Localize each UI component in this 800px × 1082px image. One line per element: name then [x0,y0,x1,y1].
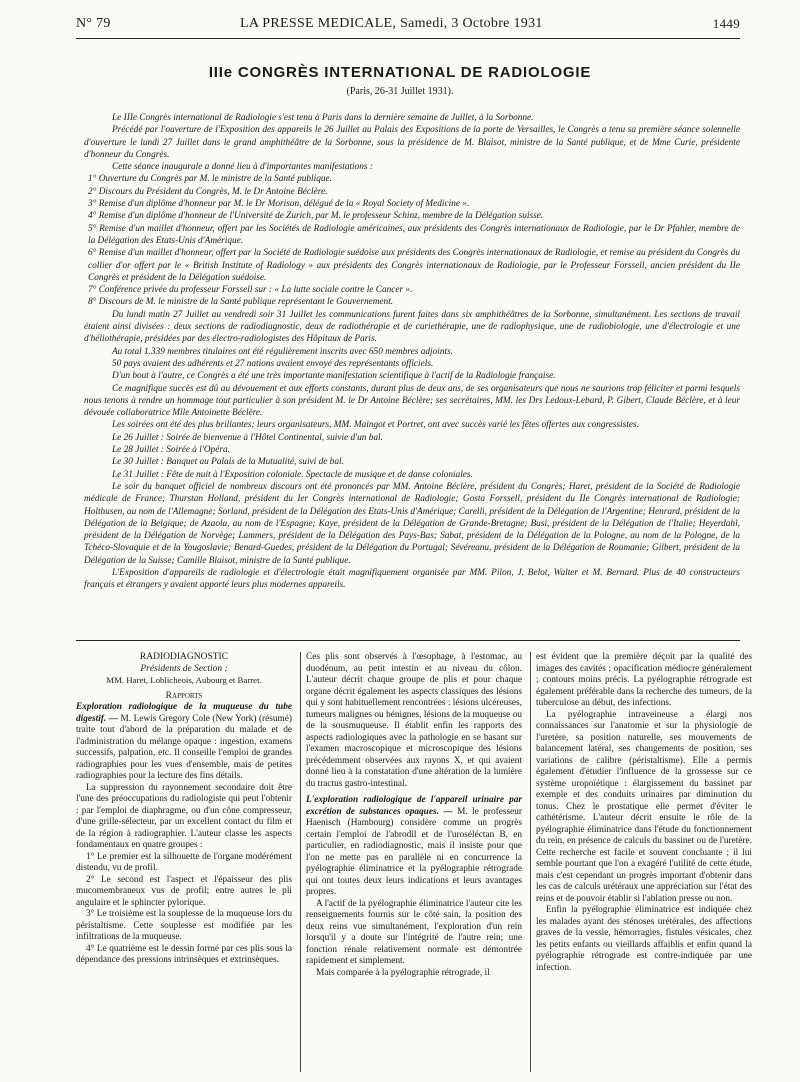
list-item: 4° Remise d'un diplôme d'honneur de l'Université de Zurich, par M. le professeur Schinz, membre de la Délégation suisse. [88,211,544,222]
column-divider [530,652,531,1072]
paragraph [306,968,522,980]
paragraph: Du lundi matin 27 Juillet au vendredi soir 31 Juillet les communications furent faites dans six amphithéâtres de la Sorbonne, simultanément. Les sections de travail étaient ainsi divisées : deux sections de radiodiagnostic, deux de radiothérapie et de curiethérapie, une de radiophysique, une de radiobiologie, une d'électrologie et une d'héliothérapie, présidées par des électro-radiologistes des Hôpitaux de Paris. [84,309,740,345]
presidents-label: Présidents de Section : [140,663,228,674]
paragraph: Le 26 Juillet : Soirée de bienvenue à l'Hôtel Continental, suivie d'un bal. [112,432,383,443]
paragraph-text: Mais comparée à la pyélographie rétrograde, il [316,967,490,978]
paragraph: Le soir du banquet officiel de nombreux discours ont été prononcés par MM. Antoine Béclère, président du Congrès; Haret, président de la Société de Radiologie médicale de France; Thurstan Holland, président du Ier Congrès international de Radiologie; Gosta Forssell, président du IIe Congrès international de Radiologie; Holthusen, au nom de l'Allemagne; Sorland, président de la Délégation des Etats-Unis d'Amérique; Carelli, président de la Délégation de l'Argentine; Henrard, président de la Délégation de la Belgique; de Azaola, au nom de l'Espagne; Kaye, président de la Délégation de Grande-Bretagne; Busi, président de la Délégation de l'Italie; Heyerdahl, président de la Délégation de Norvège; Lammers, président de la Délégation des Pays-Bas; Sabat, président de la Délégation de la Pologne, au nom de la Pologne, de la Tchéco-Slovaquie et de la Yougoslavie; Benard-Guedes, président de la Délégation du Portugal; Sévéreanu, président de la Délégation de Roumanie; Gilbert, président de la Délégation de la Suisse; Camille Blaisot, ministre de la Santé publique. [84,481,740,566]
paragraph [306,652,522,790]
page-number: 1449 [712,16,740,31]
paragraph [76,944,292,967]
paragraph: 50 pays avaient des adhérents et 27 nations avaient envoyé des représentants officiels. [112,358,434,369]
paragraph [306,899,522,968]
presidents-names: MM. Haret, Loblicheois, Aubourg et Barret. [106,675,262,685]
journal-date: LA PRESSE MEDICALE, Samedi, 3 Octobre 1931 [240,16,543,31]
paragraph-text: A l'actif de la pyélographie éliminatrice l'auteur cite les renseignements fournis sur le côté sain, la position des deux reins vue simultanément, l'exploration d'un rein lorsqu'il y a doute sur l'intégrité de l'autre rein; une fonction rénale relativement normale est démontrée rapidement et simplement. [306,898,522,966]
page-header [76,16,740,36]
paragraph [76,702,292,783]
list-item: 5° Remise d'un maillet d'honneur, offert par les Sociétés de Radiologie américaines, aux présidents des Congrès internationaux de Radiologie, par le Dr Pfahler, membre de la Délégation des Etats-Unis d'Amérique. [88,223,740,246]
column-2 [306,652,522,1077]
paragraph-text: La pyélographie intraveineuse a élargi nos connaissances sur l'anatomie et sur la physiologie de l'uretère, sa position naturelle, ses mouvements de balancement latéral, ses changements de position, ses variations de calibre (péristaltisme). Elle a permis également d'étudier l'influence de la grossesse sur ce système uropoïétique : élargissement du bassinet par exemple et des conduits urinaires par diminution du tonus. Chez le prostatique elle permet d'éviter le cathétérisme. L'auteur décrit ensuite le rôle de la pyélographie éliminatrice dans l'étude du fonctionnement du rein, en présence de calculs du bassinet ou de l'uretère. Cette recherche est facile et souvent concluante ; il lui semble pourtant que l'on a exagéré l'utilité de cette étude, mais c'est cependant un progrès important d'obtenir dans les cas de calculs urétéraux une appréciation sur l'état des reins et de pouvoir établir si l'ablation presse ou non. [536,709,752,904]
list-item: 6° Remise d'un maillet d'honneur, offert par la Société de Radiologie suédoise aux présidents des Congrès internationaux de Radiologie, et remise au président du Congrès du collier d'or offert par le « British Institute of Radiology » aux présidents des Congrès internationaux de Radiologie, par le Professeur Forssell, ancien président du IIe Congrès et président de la Délégation suédoise. [88,248,740,283]
paragraph: Précédé par l'ouverture de l'Exposition des appareils le 26 Juillet au Palais des Expositions de la porte de Versailles, le Congrès a tenu sa première séance solennelle d'ouverture le lundi 27 Juillet dans le grand amphithéâtre de la Sorbonne, sous la présidence de M. Blaisot, ministre de la Santé publique, et de Mme Curie, présidente d'honneur du Congrès. [84,125,740,160]
issue-number: N° 79 [76,16,111,31]
paragraph-text: est évident que la première déçoit par la qualité des images des cavités : opacification médiocre généralement ; contours moins précis. La pyélographie rétrograde est également préférable dans la recherche des tumeurs, de la tuberculose au début, des infections. [536,652,752,708]
intro-section [84,112,740,632]
paragraph: Les soirées ont été des plus brillantes; leurs organisateurs, MM. Maingot et Portret, ont avec succès varié les fêtes offertes aux congressistes. [112,420,639,431]
paragraph-text: 1° Le premier est la silhouette de l'organe modérément distendu, vu de profil. [76,851,292,873]
paragraph [306,795,522,899]
paragraph [536,652,752,710]
paragraph-text: M. Lewis Gregory Cole (New York) (résumé) traite tout d'abord de la préparation du malade et de l'administration du mélange opaque : ingestion, examens successifs, palpation, etc. Il conseille l'emploi de grandes radiographies pour les vues d'ensemble, mais de petites radiographies pour la lecture des fins détails. [76,713,292,781]
section-heading: RADIODIAGNOSTIC [139,652,229,662]
paragraph: L'Exposition d'appareils de radiologie et d'électrologie était magnifiquement organisée par MM. Pilon, J. Belot, Walter et M. Bernard. Plus de 40 constructeurs français et étrangers y avaient apporté leurs plus modernes appareils. [84,567,740,591]
paragraph: D'un bout à l'autre, ce Congrès a été une très importante manifestation scientifique à l'actif de la Radiologie française. [112,371,556,382]
list-item: 7° Conférence privée du professeur Forssell sur : « La lutte sociale contre le Cancer ». [88,285,413,296]
paragraph: Le 31 Juillet : Fête de nuit à l'Exposition coloniale. Spectacle de musique et de danse coloniales. [112,469,473,480]
list-item: 1° Ouverture du Congrès par M. le ministre de la Santé publique. [88,174,332,185]
list-item: 8° Discours de M. le ministre de la Santé publique représentant le Gouvernement. [88,297,394,308]
column-1-body [76,702,292,967]
paragraph-text: 2° Le second est l'aspect et l'épaisseur des plis mucomembraneux vus de profil; entre autres le pli angulaire et le sphincter pylorique. [76,874,292,908]
paragraph: Cette séance inaugurale a donné lieu à d'importantes manifestations : [112,162,373,173]
paragraph [76,875,292,910]
paragraph-text: 4° Le quatrième est le dessin formé par ces plis sous la dépendance des pressions intrinsèques et extrinsèques. [76,943,292,965]
column-1 [76,652,292,1077]
paragraph: Au total 1.339 membres titulaires ont été régulièrement inscrits avec 650 membres adjoints. [112,346,454,357]
paragraph [76,909,292,944]
paragraph [536,710,752,906]
paragraph: Le IIIe Congrès international de Radiologie s'est tenu à Paris dans la dernière semaine de Juillet, à la Sorbonne. [112,113,534,123]
column-divider [300,652,301,1072]
paragraph-text: Ces plis sont observés à l'œsophage, à l'estomac, au duodénum, au petit intestin et au niveau du côlon. L'auteur décrit chaque groupe de plis et pour chaque organe décrit également les aspects classiques des lésions qui y sont habituellement rencontrées : lésions ulcéreuses, tumeurs malignes ou bénignes, lésions de la muqueuse ou de la sousmuqueuse. Il établit enfin les rapports des aspects radiologiques avec la pathologie en se basant sur l'examen macroscopique et microscopique des lésions précédemment observées aux rayons X, et qui avaient donné lieu à la constatation d'une altération de la lumière du tractus gastro-intestinal. [306,652,522,789]
paragraph [76,852,292,875]
list-item: 2° Discours du Président du Congrès, M. le Dr Antoine Béclère. [88,186,328,197]
header-rule [76,38,740,39]
paragraph-text: M. le professeur Haenisch (Hambourg) considère comme un progrès certain l'emploi de l'abrodil et de l'uroséléctan B, en particulier, en radiodiagnostic, mais il insiste pour que l'on ne mette pas en parallèle ni en concurrence la pyélographie éliminatrice et la pyélographie rétrograde qui ont toutes deux leurs indications et leurs avantages propres. [306,806,522,897]
paragraph: Le 28 Juillet : Soirée à l'Opéra. [112,445,230,456]
paragraph [536,905,752,974]
paragraph-text: La suppression du rayonnement secondaire doit être l'une des préoccupations du radiologiste qui peut l'obtenir : par l'emploi de diaphragme, ou d'un cône compresseur, d'une grille-sélecteur, par un excellent contact du film et de la région à radiographier. L'auteur classe les aspects fondamentaux en quatre groupes : [76,782,292,850]
paragraph: Le 30 Juillet : Banquet au Palais de la Mutualité, suivi de bal. [112,457,344,468]
report-title: L'exploration radiologique de l'appareil urinaire par excrétion de substances opaques. — [306,795,522,817]
paragraph-text: 3° Le troisième est la souplesse de la muqueuse lors du péristaltisme. Cette souplesse est modifiée par les infiltrations de la muqueuse. [76,909,292,942]
article-subtitle: (Paris, 26-31 Juillet 1931). [346,86,454,97]
rapports-label: Rapports [165,690,203,701]
paragraph: Ce magnifique succès est dû au dévouement et aux efforts constants, durant plus de deux ans, de ses organisateurs que nous ne saurions trop féliciter et parmi lesquels nous tenons à rendre un hommage tout particulier à son président M. le Dr Antoine Béclère; ses secrétaires, MM. les Drs Ledoux-Lebard, P. Gibert, Claude Béclère, et à leur dévouée collaboratrice Mlle Antoinette Béclère. [84,383,740,419]
list-item: 3° Remise d'un diplôme d'honneur par M. le Dr Morison, délégué de la « Royal Society of Medicine ». [88,199,470,210]
paragraph-text: Enfin la pyélographie éliminatrice est indiquée chez les malades ayant des sténoses urétérales, des affections graves de la vessie, hémorragies, fistules vésicales, chez les petits enfants ou vieillards affaiblis et enfin quand la pyélographie rétrograde est contre-indiquée par une infection. [536,905,752,973]
article-title: IIIe CONGRÈS INTERNATIONAL DE RADIOLOGIE [208,64,592,81]
column-3 [536,652,752,1077]
section-rule [76,640,740,641]
paragraph [76,783,292,852]
report-title: Exploration radiologique de la muqueuse du tube digestif. — [76,702,292,724]
